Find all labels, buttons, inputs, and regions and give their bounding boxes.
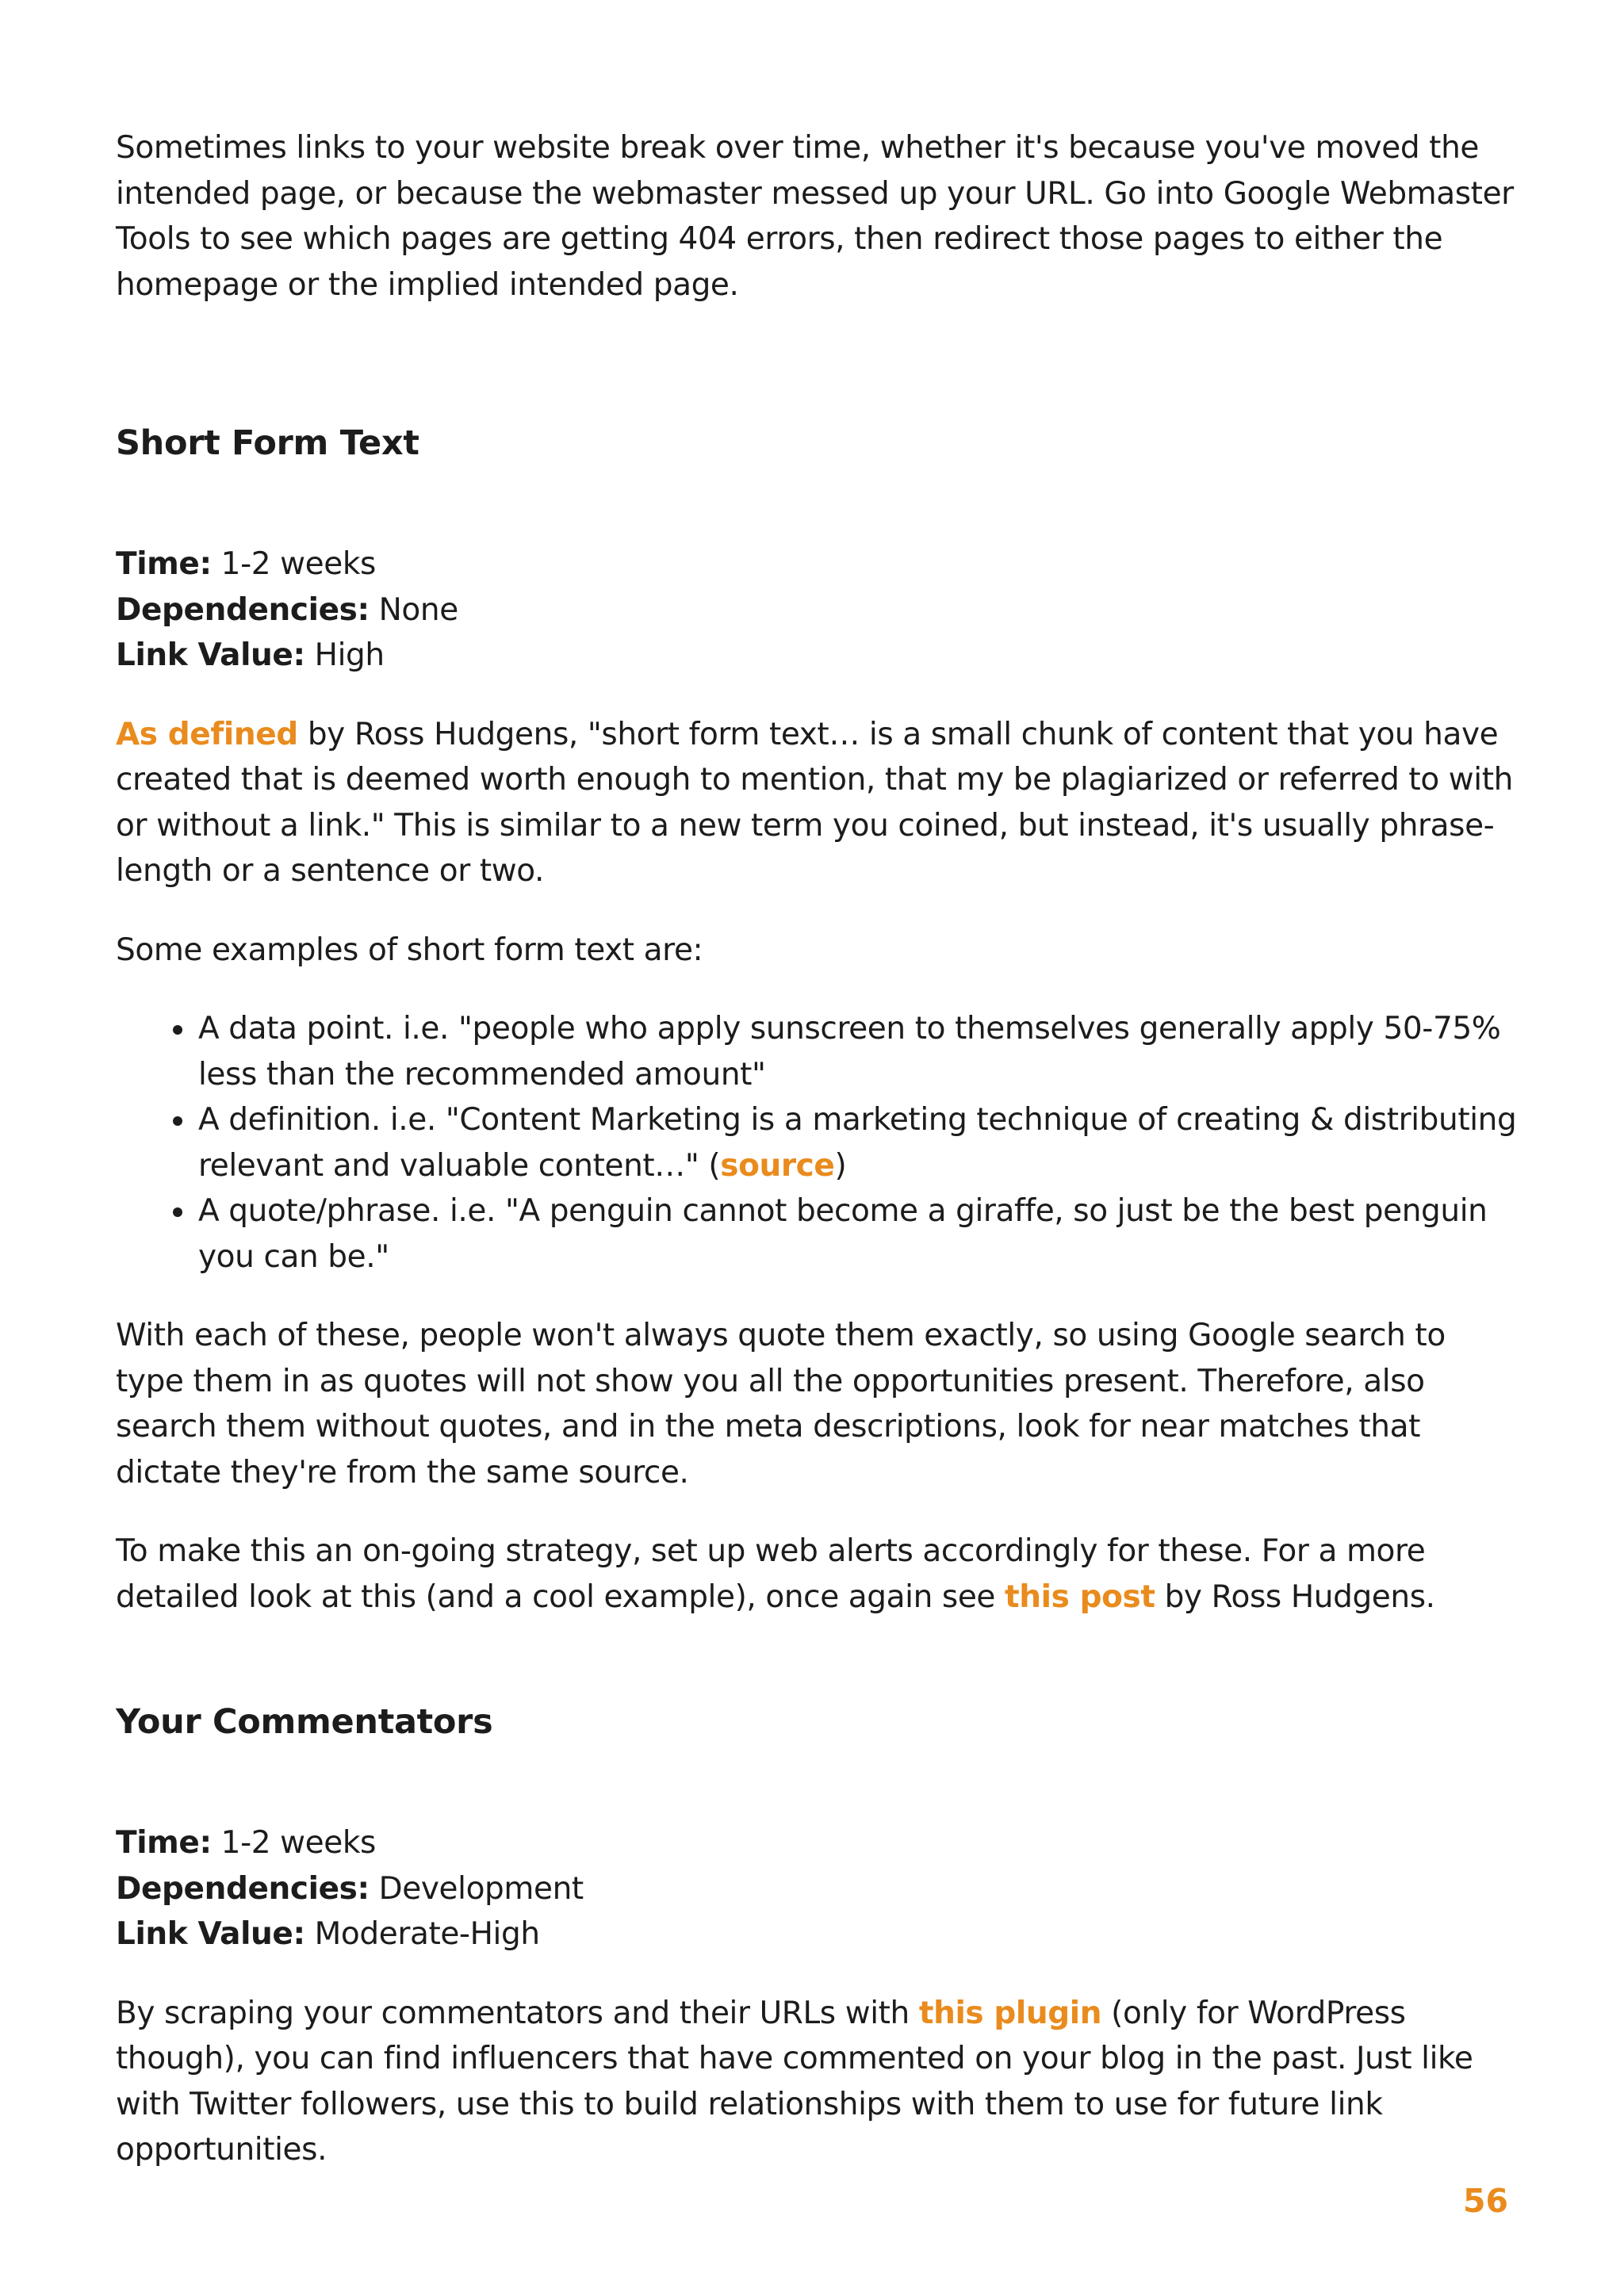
list-item — [197, 1097, 1519, 1188]
meta-dependencies — [116, 1866, 1519, 1912]
commentators-text: By scraping your commentators and their URLs with — [116, 1995, 910, 2031]
meta-time — [116, 541, 1519, 587]
section-heading-short-form-text: Short Form Text — [116, 423, 419, 463]
commentators-meta — [116, 1820, 1519, 1957]
strategy-text: To make this an on-going strategy, set up web alerts accordingly for these. For a more detailed look at this (and a cool example), once again see — [116, 1533, 1426, 1615]
page-number: 56 — [1462, 2182, 1508, 2220]
meta-dependencies-value: None — [378, 591, 458, 628]
meta-time — [116, 1820, 1519, 1866]
examples-intro-paragraph: Some examples of short form text are: — [116, 932, 703, 968]
commentators-paragraph — [116, 1991, 1519, 2173]
source-link[interactable]: source — [720, 1147, 835, 1184]
list-item: • A quote/phrase. i.e. "A penguin cannot become a giraffe, so just be the best penguin you can be." — [197, 1188, 1519, 1280]
as-defined-link[interactable]: As defined — [116, 716, 298, 752]
short-form-definition-paragraph — [116, 712, 1519, 894]
meta-time-label: Time: — [116, 546, 212, 582]
quotes-paragraph: With each of these, people won't always quote them exactly, so using Google search to type them in as quotes will not show you all the opportunities present. Therefore, also search them without quotes, and in the meta descriptions, look for near matches that dictate they're from the same source. — [116, 1318, 1446, 1490]
meta-link-value-label: Link Value: — [116, 1916, 305, 1952]
ongoing-strategy-paragraph — [116, 1529, 1519, 1620]
meta-time-value: 1-2 weeks — [220, 1825, 376, 1861]
meta-dependencies — [116, 587, 1519, 633]
meta-time-value: 1-2 weeks — [220, 546, 376, 582]
definition-text: by Ross Hudgens, "short form text… is a small chunk of content that you have created that is deemed worth enough to mention, that my be plagiarized or referred to with or without a link." This is similar to a new term you coined, but instead, it's usually phrase-length or a sentence or two. — [116, 716, 1513, 889]
section-spacer — [116, 1745, 1519, 1820]
meta-time-label: Time: — [116, 1825, 212, 1861]
meta-link-value-value: Moderate-High — [314, 1916, 540, 1952]
intro-paragraph: Sometimes links to your website break over time, whether it's because you've moved the intended page, or because the webmaster messed up your URL. Go into Google Webmaster Tools to see which pages are getting 404 errors, then redirect those pages to either the homepage or the implied intended page. — [116, 130, 1514, 303]
strategy-text-end: by Ross Hudgens. — [1164, 1578, 1435, 1615]
commentators-text-end: (only for WordPress though), you can find influencers that have commented on your blog in the past. Just like with Twitter followers, use this to build relationships with them to use for future link opportunities. — [116, 1995, 1473, 2168]
section-spacer — [116, 1653, 1519, 1699]
examples-list — [116, 1006, 1519, 1280]
meta-dependencies-label: Dependencies: — [116, 1870, 370, 1907]
list-item: • A data point. i.e. "people who apply sunscreen to themselves generally apply 50-75% less than the recommended amount" — [197, 1006, 1519, 1097]
meta-dependencies-value: Development — [378, 1870, 584, 1907]
meta-link-value — [116, 1911, 1519, 1957]
meta-link-value-value: High — [314, 637, 385, 673]
short-form-meta — [116, 541, 1519, 679]
document-page — [116, 125, 1519, 2206]
this-plugin-link[interactable]: this plugin — [918, 1995, 1102, 2031]
section-spacer — [116, 466, 1519, 541]
section-spacer — [116, 341, 1519, 420]
bullet2-text: A definition. i.e. "Content Marketing is a marketing technique of creating & distributing relevant and valuable content…" ( — [198, 1102, 1517, 1184]
section-heading-your-commentators: Your Commentators — [116, 1702, 493, 1742]
bullet2-close: ) — [834, 1147, 847, 1184]
this-post-link[interactable]: this post — [1005, 1578, 1155, 1615]
meta-link-value — [116, 633, 1519, 679]
meta-link-value-label: Link Value: — [116, 637, 305, 673]
meta-dependencies-label: Dependencies: — [116, 591, 370, 628]
